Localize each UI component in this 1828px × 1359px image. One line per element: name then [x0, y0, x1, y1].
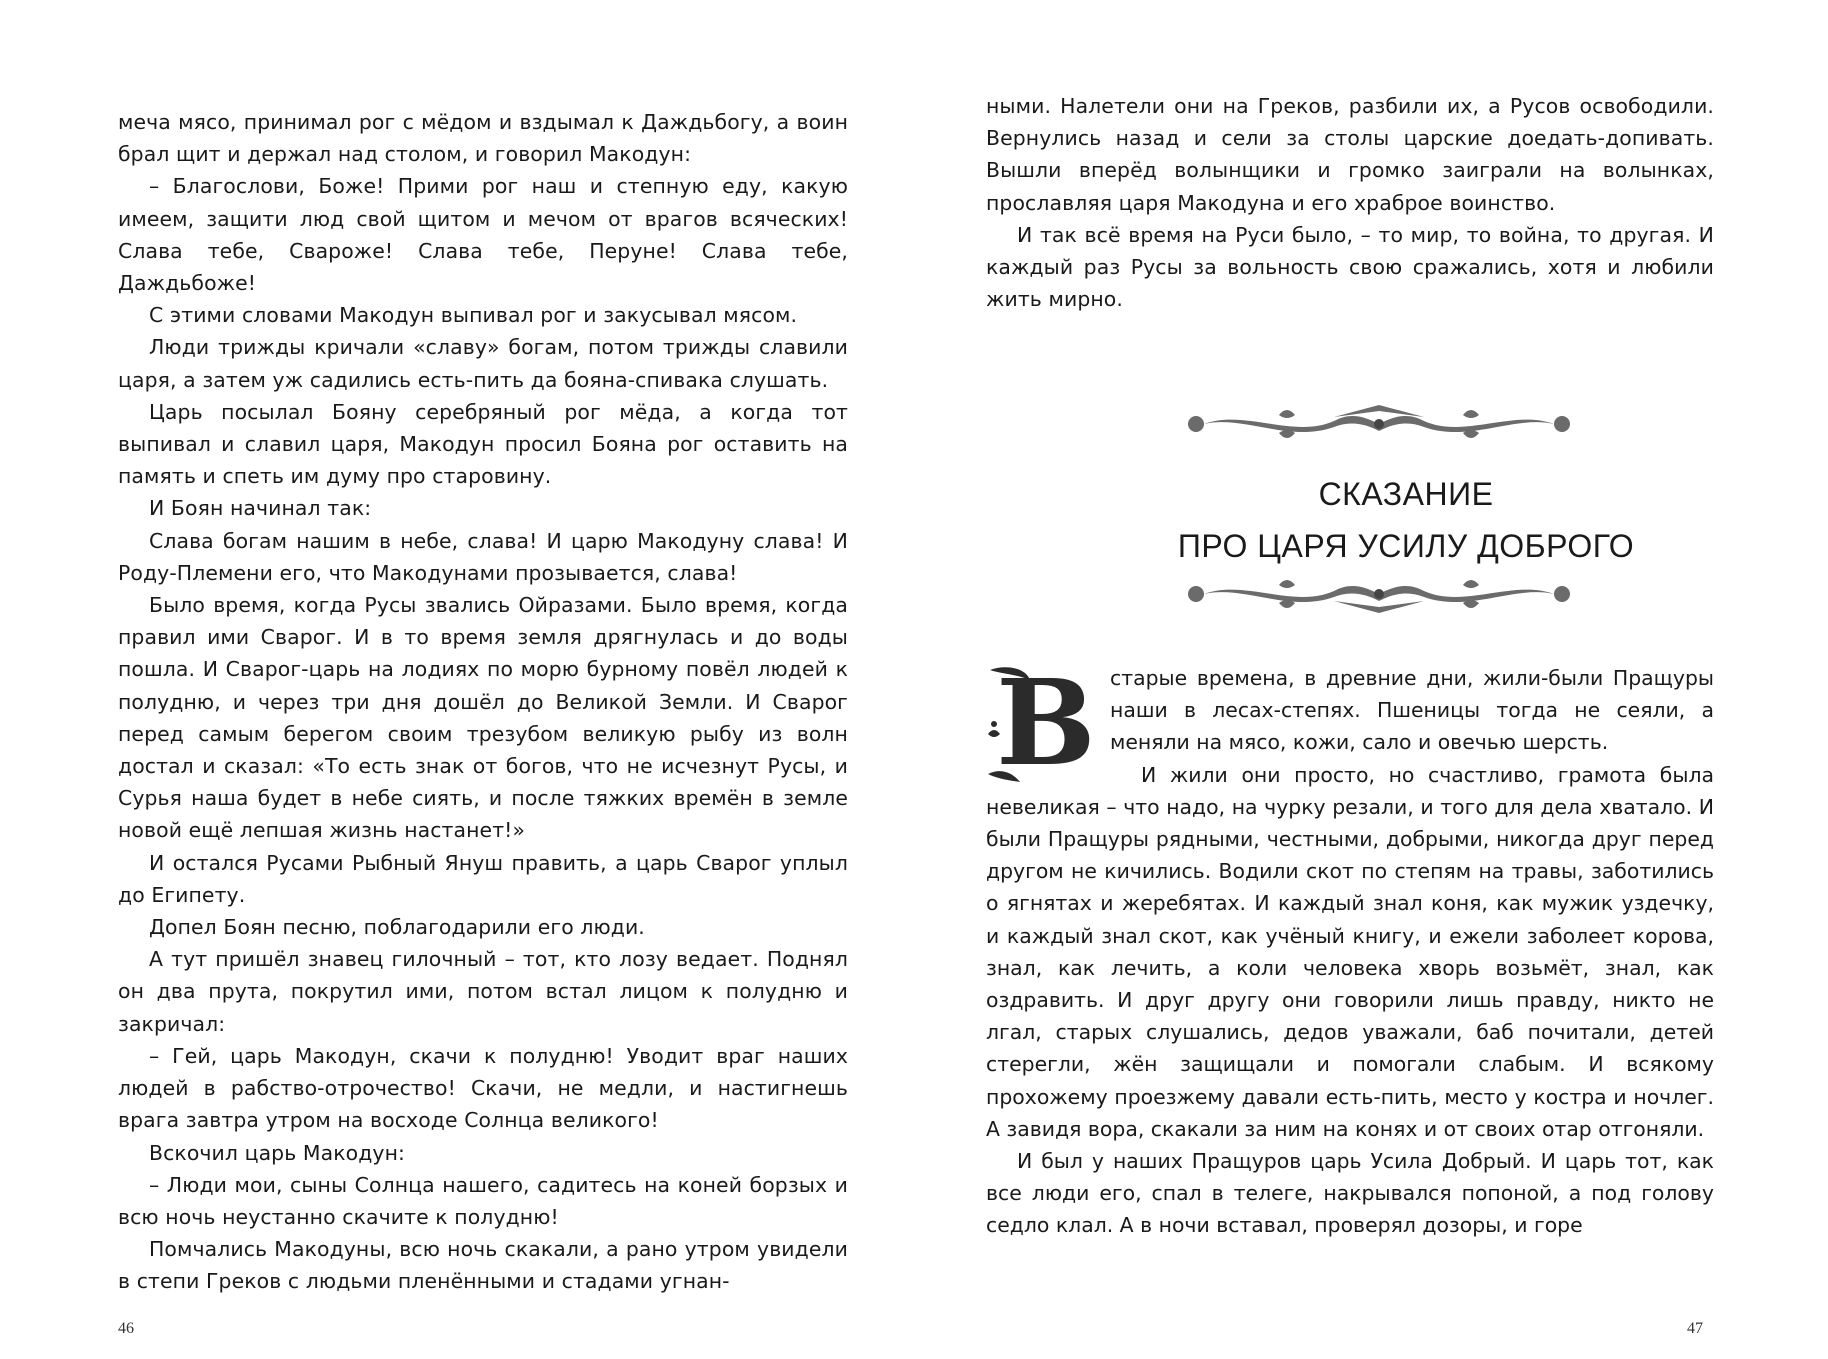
- right-page-top-text: [986, 90, 1714, 315]
- chapter-title: [986, 468, 1826, 572]
- chapter-title-line-1: СКАЗАНИЕ: [1318, 476, 1494, 512]
- right-page-chapter-text: [986, 653, 1714, 1242]
- chapter-title-line-2: ПРО ЦАРЯ УСИЛУ ДОБРОГО: [1177, 528, 1635, 564]
- paragraph: Допел Боян песню, поблагодарили его люди.: [149, 915, 645, 940]
- paragraph: Помчались Макодуны, всю ночь скакали, а рано утром увидели в степи Греков с людьми пленёнными и стадами угнан-: [118, 1237, 848, 1294]
- paragraph: Царь посылал Бояну серебряный рог мёда, а когда тот выпивал и славил царя, Макодун просил Бояна рог оставить на память и спеть им думу про старовину.: [118, 399, 848, 489]
- paragraph: – Благослови, Боже! Прими рог наш и степную еду, какую имеем, защити люд свой щитом и мечом от врагов всяческих! Слава тебе, Свароже! Слава тебе, Перуне! Слава тебе, Даждьбоже!: [118, 174, 848, 296]
- ornament-divider-bottom: [1184, 573, 1574, 615]
- paragraph: Люди трижды кричали «славу» богам, потом трижды славили царя, а затем уж садились есть-пить да бояна-спивака слушать.: [118, 335, 848, 392]
- paragraph: И был у наших Пращуров царь Усила Добрый. И царь тот, как все люди его, спал в телеге, накрывался попоной, а под голову седло клал. А в ночи вставал, проверял дозоры, и горе: [986, 1149, 1714, 1238]
- paragraph: А тут пришёл знавец гилочный – тот, кто лозу ведает. Поднял он два прута, покрутил ими, потом встал лицом к полудню и закричал:: [118, 947, 848, 1036]
- paragraph: – Люди мои, сыны Солнца нашего, садитесь на коней борзых и всю ночь неустанно скачите к полудню!: [118, 1172, 848, 1229]
- paragraph: И так всё время на Руси было, – то мир, то война, то другая. И каждый раз Русы за вольность свою сражались, хотя и любили жить мирно.: [986, 222, 1714, 312]
- paragraph: С этими словами Макодун выпивал рог и закусывал мясом.: [149, 303, 798, 328]
- paragraph: Вскочил царь Макодун:: [149, 1140, 405, 1165]
- drop-cap-letter: В: [996, 653, 1096, 792]
- left-page-text: [118, 106, 848, 1298]
- paragraph: И остался Русами Рыбный Януш править, а царь Сварог уплыл до Египету.: [118, 850, 848, 907]
- ornament-divider-top: [1184, 403, 1574, 445]
- paragraph: Слава богам нашим в небе, слава! И царю Макодуну слава! И Роду-Племени его, что Макодунами прозывается, слава!: [118, 528, 848, 585]
- paragraph: ными. Налетели они на Греков, разбили их, а Русов освободили. Вернулись назад и сели за столы царские доедать-допивать. Вышли вперёд волынщики и громко заиграли на волынках, прославляя царя Макодуна и его храброе воинство.: [986, 94, 1714, 215]
- paragraph: И Боян начинал так:: [149, 496, 372, 521]
- page-number-left: 46: [118, 1320, 134, 1337]
- paragraph: И жили они просто, но счастливо, грамота была невеликая – что надо, на чурку резали, и того для дела хватало. И были Пращуры рядными, честными, добрыми, никогда друг перед другом не кичились. Водили скот по степям на травы, заботились о ягнятах и жеребятах. И каждый знал коня, как мужик уздечку, и каждый знал скот, как учёный книгу, и ежели заболеет корова, знал, как лечить, а коли человека хворь возьмёт, знал, как оздравить. И друг другу они говорили лишь правду, никто не лгал, старых слушались, дедов уважали, баб почитали, детей стерегли, жён защищали и помогали слабым. И всякому прохожему проезжему давали есть-пить, место у костра и ночлег. А завидя вора, скакали за ним на конях и от своих отар отгоняли.: [986, 762, 1714, 1141]
- paragraph: – Гей, царь Макодун, скачи к полудню! Уводит враг наших людей в рабство-отрочество! Скачи, не медли, и настигнешь врага завтра утром на восходе Солнца великого!: [118, 1043, 848, 1133]
- paragraph: старые времена, в древние дни, жили-были Пращуры наши в лесах-степях. Пшеницы тогда не сеяли, а меняли на мясо, кожи, сало и овечью шерсть.: [1110, 666, 1714, 755]
- paragraph: Было время, когда Русы звались Ойразами. Было время, когда правил ими Сварог. И в то время земля дрягнулась и до воды пошла. И Сварог-царь на лодиях по морю бурному повёл людей к полудню, и через три дня дошёл до Великой Земли. И Сварог перед самым берегом своим трезубом великую рыбу из волн достал и сказал: «То есть знак от богов, что не исчезнут Русы, и Сурья наша будет в небе сиять, и после тяжких времён в земле новой ещё лепшая жизнь настанет!»: [118, 593, 848, 843]
- drop-cap: [986, 653, 1098, 792]
- page-number-right: 47: [1687, 1320, 1703, 1337]
- right-page: [914, 0, 1828, 1359]
- paragraph: меча мясо, принимал рог с мёдом и вздымал к Даждьбогу, а воин брал щит и держал над столом, и говорил Макодун:: [118, 110, 848, 167]
